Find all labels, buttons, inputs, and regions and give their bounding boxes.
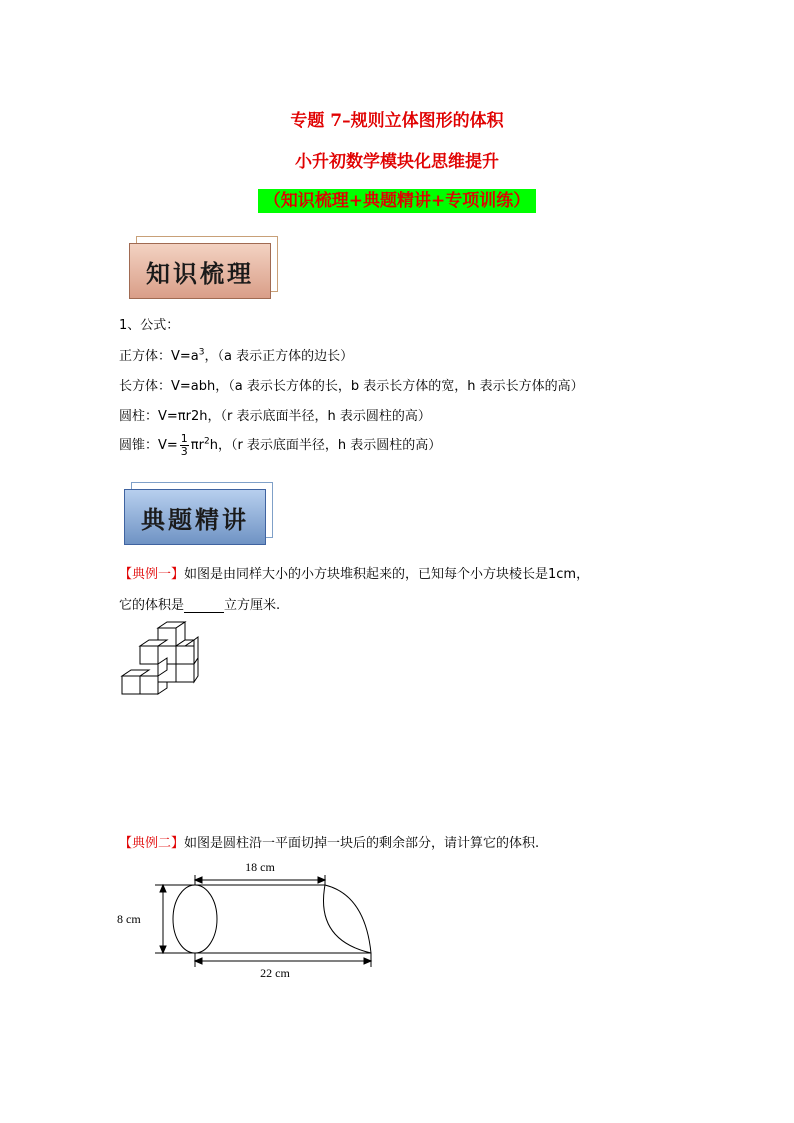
example1-tag: 【典例一】 (119, 567, 185, 582)
formula-cone: 圆锥：V= $\frac{1}{3}$ $\pi r^2h$，（r 表示底面半径，h 表示圆柱的高） (119, 432, 442, 458)
tagline-text: （知识梳理+典题精讲+专项训练） (258, 189, 537, 213)
formula-cylinder: 圆柱：V=πr2h，（r 表示底面半径，h 表示圆柱的高） (119, 409, 431, 424)
example2-tag: 【典例二】 (119, 836, 185, 851)
dim-label-bottom: 22 cm (260, 966, 290, 980)
doc-subtitle: 小升初数学模块化思维提升 (295, 152, 499, 172)
answer-blank[interactable] (184, 600, 224, 613)
formula-cuboid: 长方体：V=abh，（a 表示长方体的长，b 表示长方体的宽，h 表示长方体的高） (119, 379, 584, 394)
fraction-one-third: $\frac{1}{3}$ (180, 432, 188, 458)
doc-tagline (0, 186, 794, 211)
formula-cube: 正方体：$V=a^3$，（a 表示正方体的边长） (119, 347, 354, 364)
section-title-examples: 典题精讲 (124, 489, 266, 545)
formula-heading: 1、公式： (119, 318, 180, 333)
example1-question: 它的体积是 立方厘米. (119, 598, 281, 613)
doc-title: 专题 7–规则立体图形的体积 (290, 111, 504, 131)
example1-text: 【典例一】如图是由同样大小的小方块堆积起来的，已知每个小方块棱长是1cm， (119, 567, 590, 582)
section-title-knowledge: 知识梳理 (129, 243, 271, 299)
dim-label-left: 8 cm (117, 912, 141, 926)
cube-stack-figure (118, 618, 208, 698)
cut-cylinder-figure (115, 855, 385, 980)
dim-label-top: 18 cm (245, 860, 275, 874)
example2-text: 【典例二】如图是圆柱沿一平面切掉一块后的剩余部分，请计算它的体积. (119, 836, 540, 851)
